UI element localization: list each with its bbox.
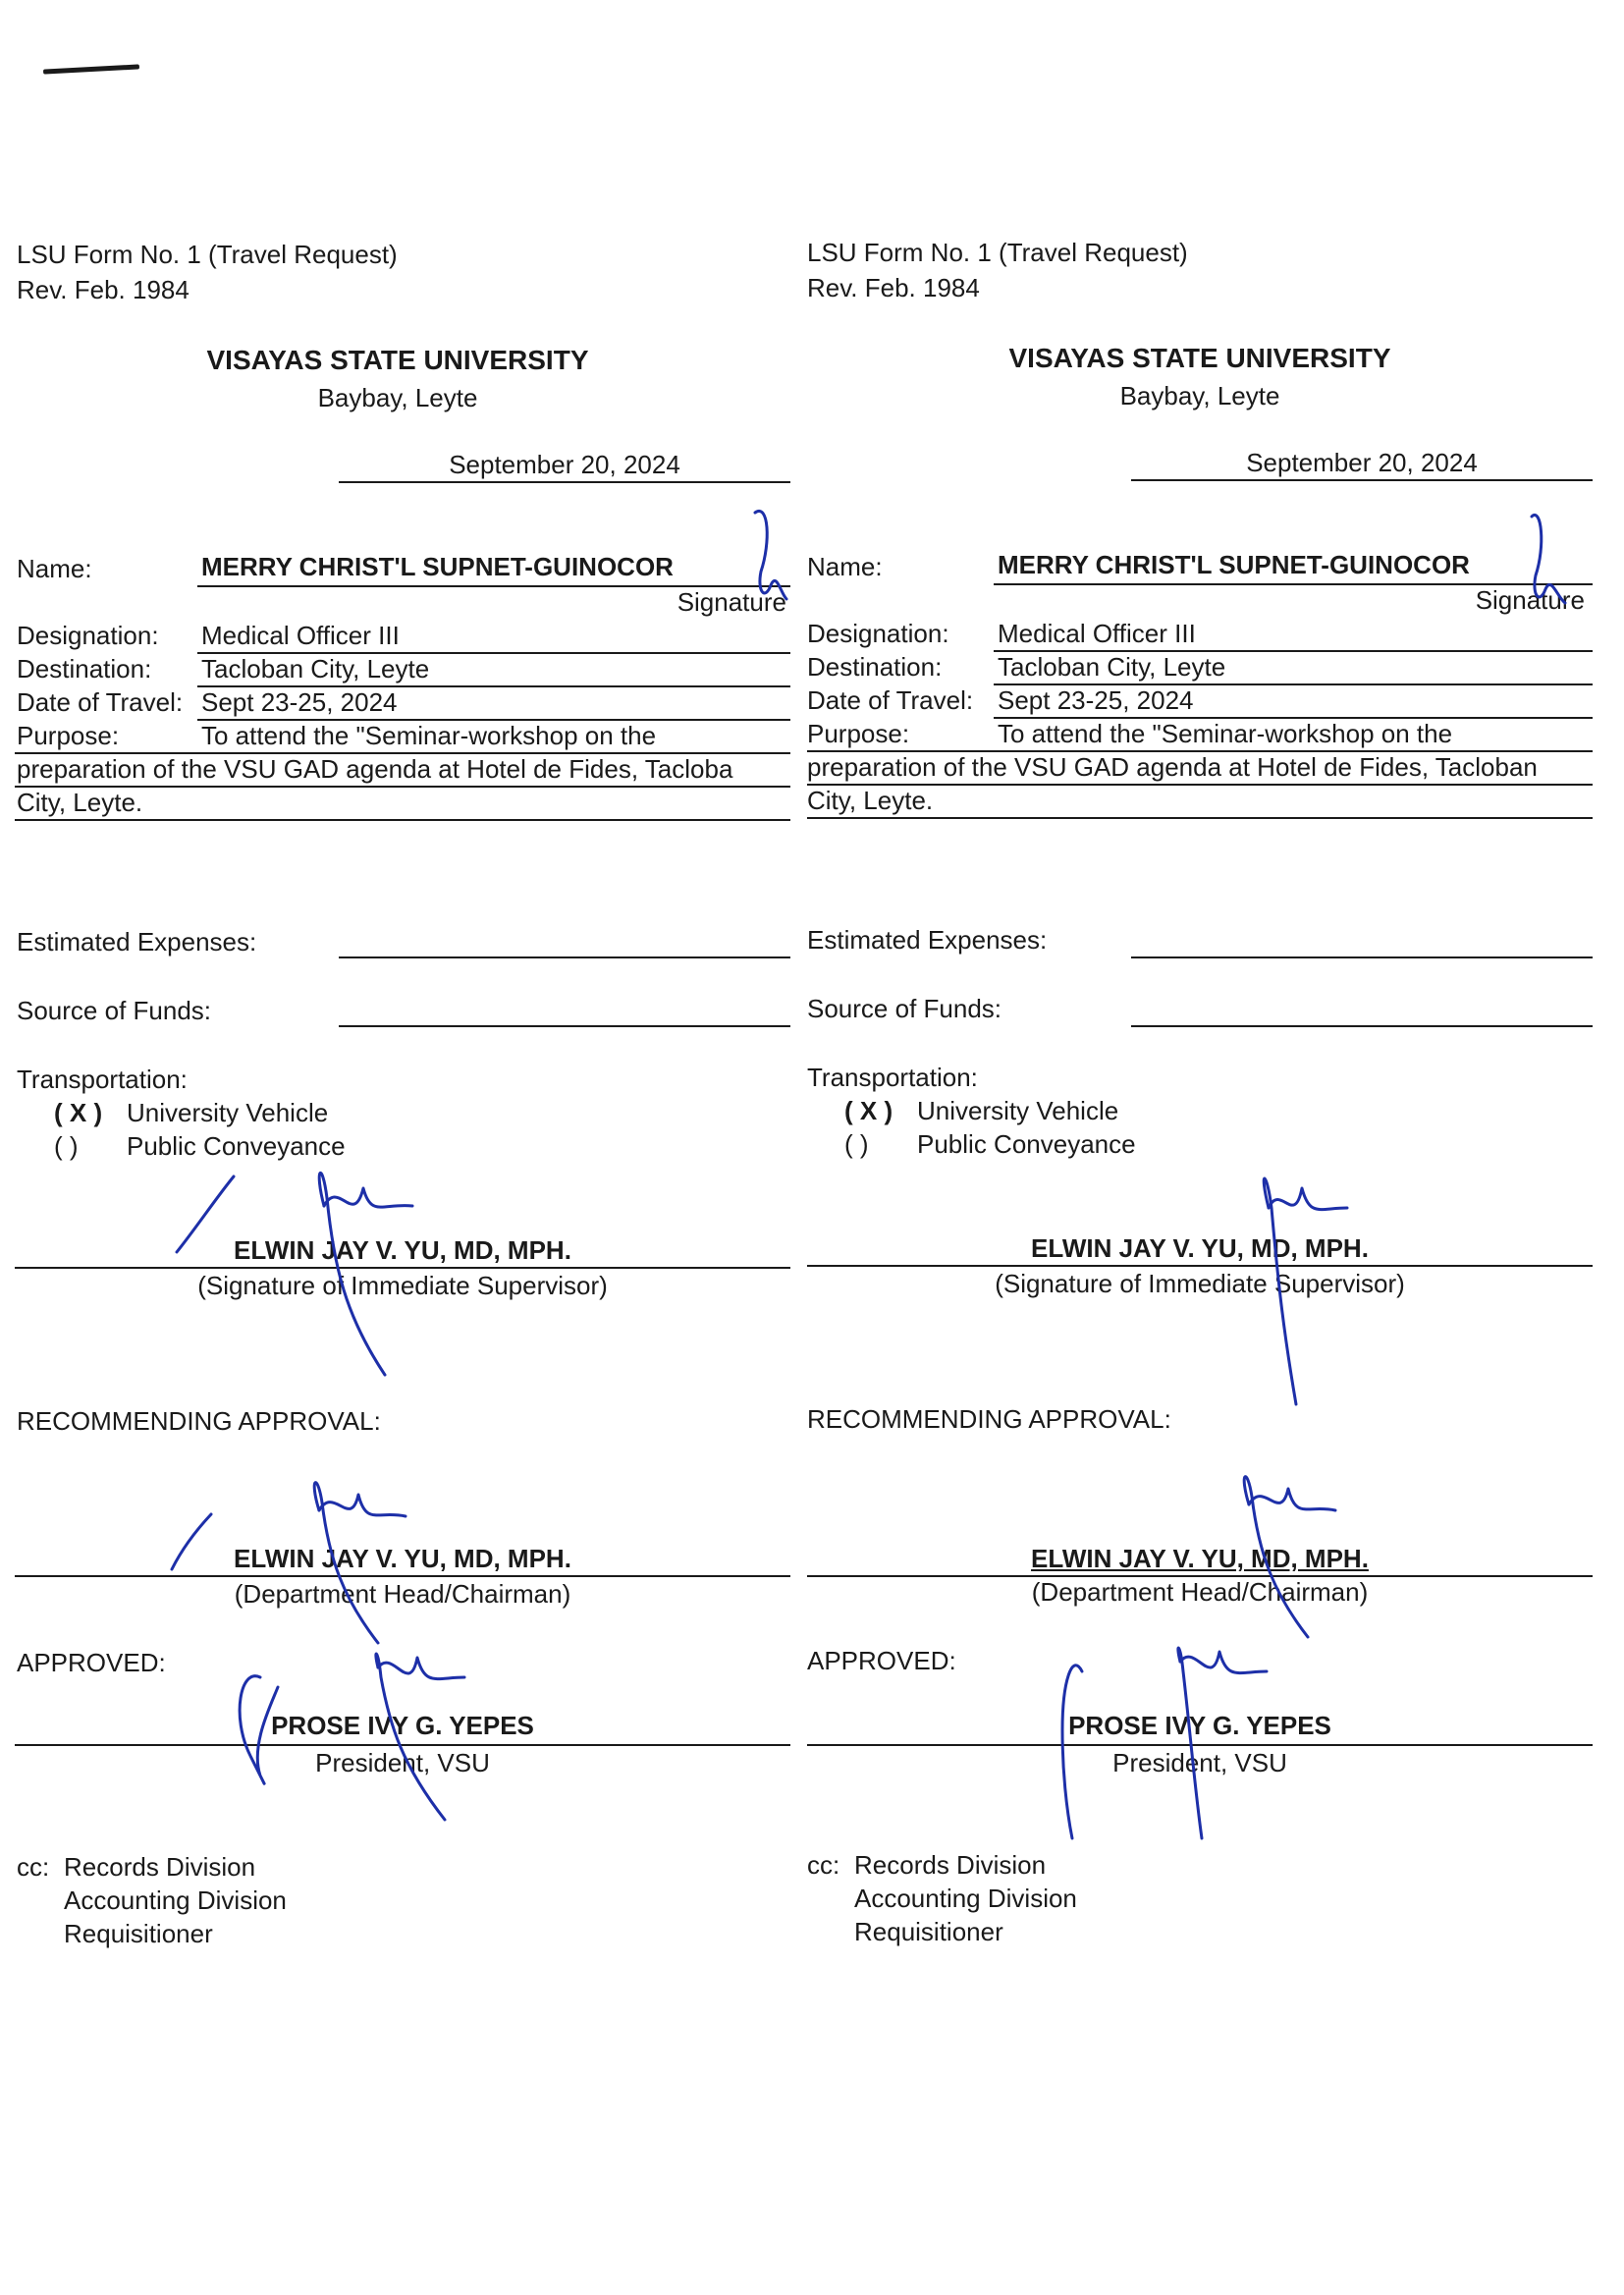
travel-date-value: Sept 23-25, 2024 bbox=[998, 685, 1194, 715]
requester-name: MERRY CHRIST'L SUPNET-GUINOCOR bbox=[201, 552, 674, 581]
designation-value: Medical Officer III bbox=[201, 621, 400, 650]
expenses-line bbox=[1131, 956, 1593, 958]
transport-option-vehicle bbox=[54, 1098, 328, 1127]
destination-label: Destination: bbox=[807, 652, 943, 682]
president-signature bbox=[231, 1648, 486, 1825]
dept-head-signature bbox=[172, 1471, 427, 1648]
expenses-label: Estimated Expenses: bbox=[17, 927, 257, 956]
form-number: LSU Form No. 1 (Travel Request) bbox=[807, 238, 1188, 267]
signature-label: Signature bbox=[677, 587, 786, 617]
travel-date-label: Date of Travel: bbox=[807, 685, 974, 715]
recommending-label: RECOMMENDING APPROVAL: bbox=[807, 1404, 1171, 1434]
supervisor-signature bbox=[177, 1159, 432, 1375]
president-title: President, VSU bbox=[1112, 1748, 1287, 1777]
vehicle-check-mark: ( X ) bbox=[844, 1096, 893, 1125]
requester-name: MERRY CHRIST'L SUPNET-GUINOCOR bbox=[998, 550, 1470, 579]
request-date: September 20, 2024 bbox=[449, 450, 680, 479]
public-option-label: Public Conveyance bbox=[917, 1129, 1136, 1159]
name-label: Name: bbox=[17, 554, 92, 583]
transport-label: Transportation: bbox=[17, 1065, 188, 1094]
recommending-label: RECOMMENDING APPROVAL: bbox=[17, 1406, 381, 1436]
designation-label: Designation: bbox=[17, 621, 159, 650]
purpose-line-1: To attend the "Seminar-workshop on the bbox=[998, 719, 1453, 748]
supervisor-signature bbox=[1102, 1169, 1357, 1404]
cc-records: Records Division bbox=[854, 1850, 1047, 1880]
travel-date-value: Sept 23-25, 2024 bbox=[201, 687, 398, 717]
purpose-line-3: City, Leyte. bbox=[807, 786, 934, 815]
requester-signature bbox=[741, 503, 800, 611]
president-signature bbox=[1033, 1642, 1288, 1848]
supervisor-title: (Signature of Immediate Supervisor) bbox=[197, 1271, 608, 1300]
purpose-label: Purpose: bbox=[17, 721, 120, 750]
requester-signature bbox=[1518, 507, 1587, 615]
funds-label: Source of Funds: bbox=[807, 994, 1001, 1023]
president-title: President, VSU bbox=[315, 1748, 490, 1777]
public-option-label: Public Conveyance bbox=[127, 1131, 346, 1161]
president-name: PROSE IVY G. YEPES bbox=[271, 1711, 534, 1740]
university-name: VISAYAS STATE UNIVERSITY bbox=[206, 345, 589, 375]
purpose-line-1: To attend the "Seminar-workshop on the bbox=[201, 721, 657, 750]
cc-requisitioner: Requisitioner bbox=[64, 1919, 213, 1948]
funds-line bbox=[339, 1025, 790, 1027]
travel-date-label: Date of Travel: bbox=[17, 687, 184, 717]
signature-label: Signature bbox=[1475, 585, 1585, 615]
supervisor-name: ELWIN JAY V. YU, MD, MPH. bbox=[1031, 1233, 1369, 1263]
approved-label: APPROVED: bbox=[17, 1648, 166, 1677]
purpose-line-2: preparation of the VSU GAD agenda at Hotel de Fides, Tacloban bbox=[807, 752, 1538, 782]
purpose-line-2: preparation of the VSU GAD agenda at Hotel de Fides, Tacloba bbox=[17, 754, 733, 784]
expenses-line bbox=[339, 956, 790, 958]
travel-request-form-left bbox=[15, 0, 790, 2295]
university-name: VISAYAS STATE UNIVERSITY bbox=[1008, 343, 1391, 373]
public-check-mark: ( ) bbox=[54, 1131, 79, 1161]
supervisor-name: ELWIN JAY V. YU, MD, MPH. bbox=[234, 1235, 571, 1265]
form-number: LSU Form No. 1 (Travel Request) bbox=[17, 240, 398, 269]
designation-value: Medical Officer III bbox=[998, 619, 1196, 648]
dept-head-name: ELWIN JAY V. YU, MD, MPH. bbox=[1031, 1544, 1369, 1573]
supervisor-title: (Signature of Immediate Supervisor) bbox=[995, 1269, 1405, 1298]
destination-value: Tacloban City, Leyte bbox=[201, 654, 430, 683]
transport-label: Transportation: bbox=[807, 1063, 978, 1092]
dept-head-title: (Department Head/Chairman) bbox=[234, 1579, 571, 1609]
travel-request-form-right bbox=[807, 0, 1583, 2295]
vehicle-option-label: University Vehicle bbox=[917, 1096, 1119, 1125]
name-label: Name: bbox=[807, 552, 883, 581]
transport-option-vehicle bbox=[844, 1096, 1118, 1125]
designation-label: Designation: bbox=[807, 619, 949, 648]
destination-label: Destination: bbox=[17, 654, 152, 683]
destination-value: Tacloban City, Leyte bbox=[998, 652, 1226, 682]
transport-option-public bbox=[844, 1129, 1136, 1159]
funds-label: Source of Funds: bbox=[17, 996, 211, 1025]
president-name: PROSE IVY G. YEPES bbox=[1068, 1711, 1331, 1740]
cc-label: cc: bbox=[807, 1850, 840, 1880]
university-location: Baybay, Leyte bbox=[317, 383, 478, 412]
expenses-label: Estimated Expenses: bbox=[807, 925, 1048, 955]
cc-accounting: Accounting Division bbox=[854, 1884, 1077, 1913]
dept-head-signature bbox=[1102, 1465, 1357, 1642]
transport-option-public bbox=[54, 1131, 346, 1161]
funds-line bbox=[1131, 1025, 1593, 1027]
purpose-underline-3 bbox=[807, 817, 1593, 819]
date-underline bbox=[1131, 479, 1593, 481]
cc-accounting: Accounting Division bbox=[64, 1885, 287, 1915]
purpose-line-3: City, Leyte. bbox=[17, 788, 143, 817]
request-date: September 20, 2024 bbox=[1246, 448, 1478, 477]
dept-head-name: ELWIN JAY V. YU, MD, MPH. bbox=[234, 1544, 571, 1573]
cc-requisitioner: Requisitioner bbox=[854, 1917, 1003, 1946]
form-revision: Rev. Feb. 1984 bbox=[807, 273, 980, 302]
public-check-mark: ( ) bbox=[844, 1129, 869, 1159]
purpose-underline-3 bbox=[15, 819, 790, 821]
cc-label: cc: bbox=[17, 1852, 50, 1882]
vehicle-option-label: University Vehicle bbox=[127, 1098, 329, 1127]
university-location: Baybay, Leyte bbox=[1119, 381, 1280, 410]
dept-head-title: (Department Head/Chairman) bbox=[1031, 1577, 1369, 1607]
date-underline bbox=[339, 481, 790, 483]
vehicle-check-mark: ( X ) bbox=[54, 1098, 103, 1127]
purpose-label: Purpose: bbox=[807, 719, 910, 748]
approved-label: APPROVED: bbox=[807, 1646, 956, 1675]
cc-records: Records Division bbox=[64, 1852, 256, 1882]
form-revision: Rev. Feb. 1984 bbox=[17, 275, 189, 304]
